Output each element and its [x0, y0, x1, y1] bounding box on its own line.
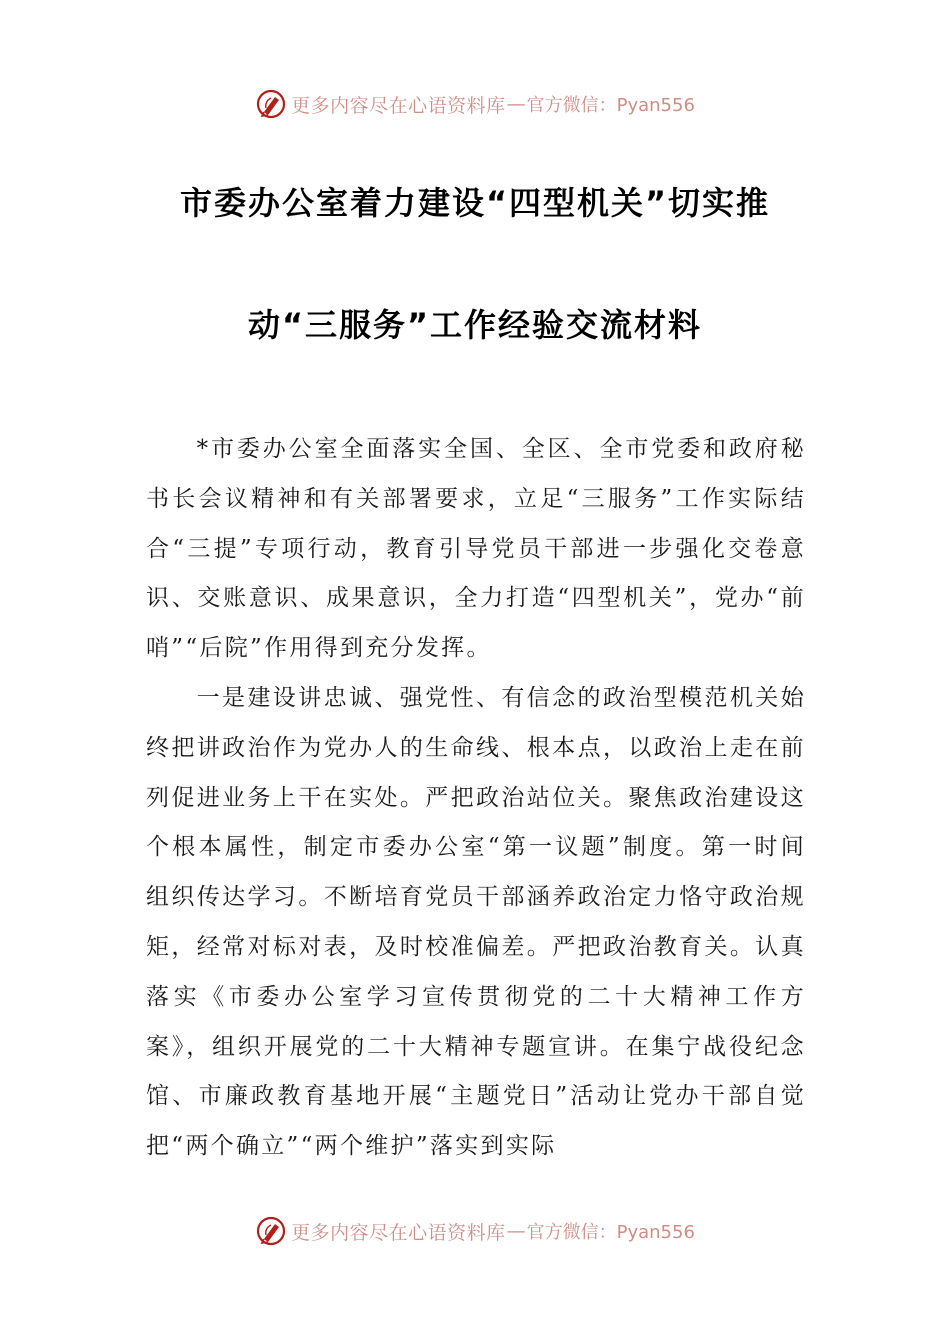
watermark-text: 更多内容尽在心语资料库: [291, 94, 506, 117]
document-title-line-1: 市委办公室着力建设“四型机关”切实推: [179, 184, 771, 222]
body-paragraph-political: 一是建设讲忠诚、强党性、有信念的政治型模范机关始终把讲政治作为党办人的生命线、根本点，以政治上走在前列促进业务上干在实处。严把政治站位关。聚焦政治建设这个根本属性，制定市委办公室“第一议题”制度。第一时间组织传达学习。不断培育党员干部涵养政治定力恪守政治规矩，经常对标对表，及时校准偏差。严把政治教育关。认真落实《市委办公室学习宣传贯彻党的二十大精神工作方案》，组织开展党的二十大精神专题宣讲。在集宁战役纪念馆、市廉政教育基地开展“主题党日”活动让党办干部自觉把“两个确立”“两个维护”落实到实际: [146, 684, 806, 1160]
document-body: [146, 425, 806, 1172]
watermark-separator: —: [506, 1220, 526, 1242]
body-paragraph-intro: *市委办公室全面落实全国、全区、全市党委和政府秘书长会议精神和有关部署要求，立足“三服务”工作实际结合“三提”专项行动，教育引导党员干部进一步强化交卷意识、交账意识、成果意识，全力打造“四型机关”，党办“前哨”“后院”作用得到充分发挥。: [146, 436, 806, 662]
pen-nib-logo-icon: [255, 1215, 287, 1247]
pen-nib-logo-icon: [255, 88, 287, 120]
footer-watermark-banner: [0, 1211, 950, 1251]
header-watermark-banner: [0, 84, 950, 124]
watermark-separator: —: [506, 93, 526, 115]
watermark-wechat: 官方微信：Pyan556: [526, 1222, 695, 1243]
document-title-line-2: 动“三服务”工作经验交流材料: [247, 306, 703, 344]
watermark-wechat: 官方微信：Pyan556: [526, 95, 695, 116]
watermark-text: 更多内容尽在心语资料库: [291, 1221, 506, 1244]
